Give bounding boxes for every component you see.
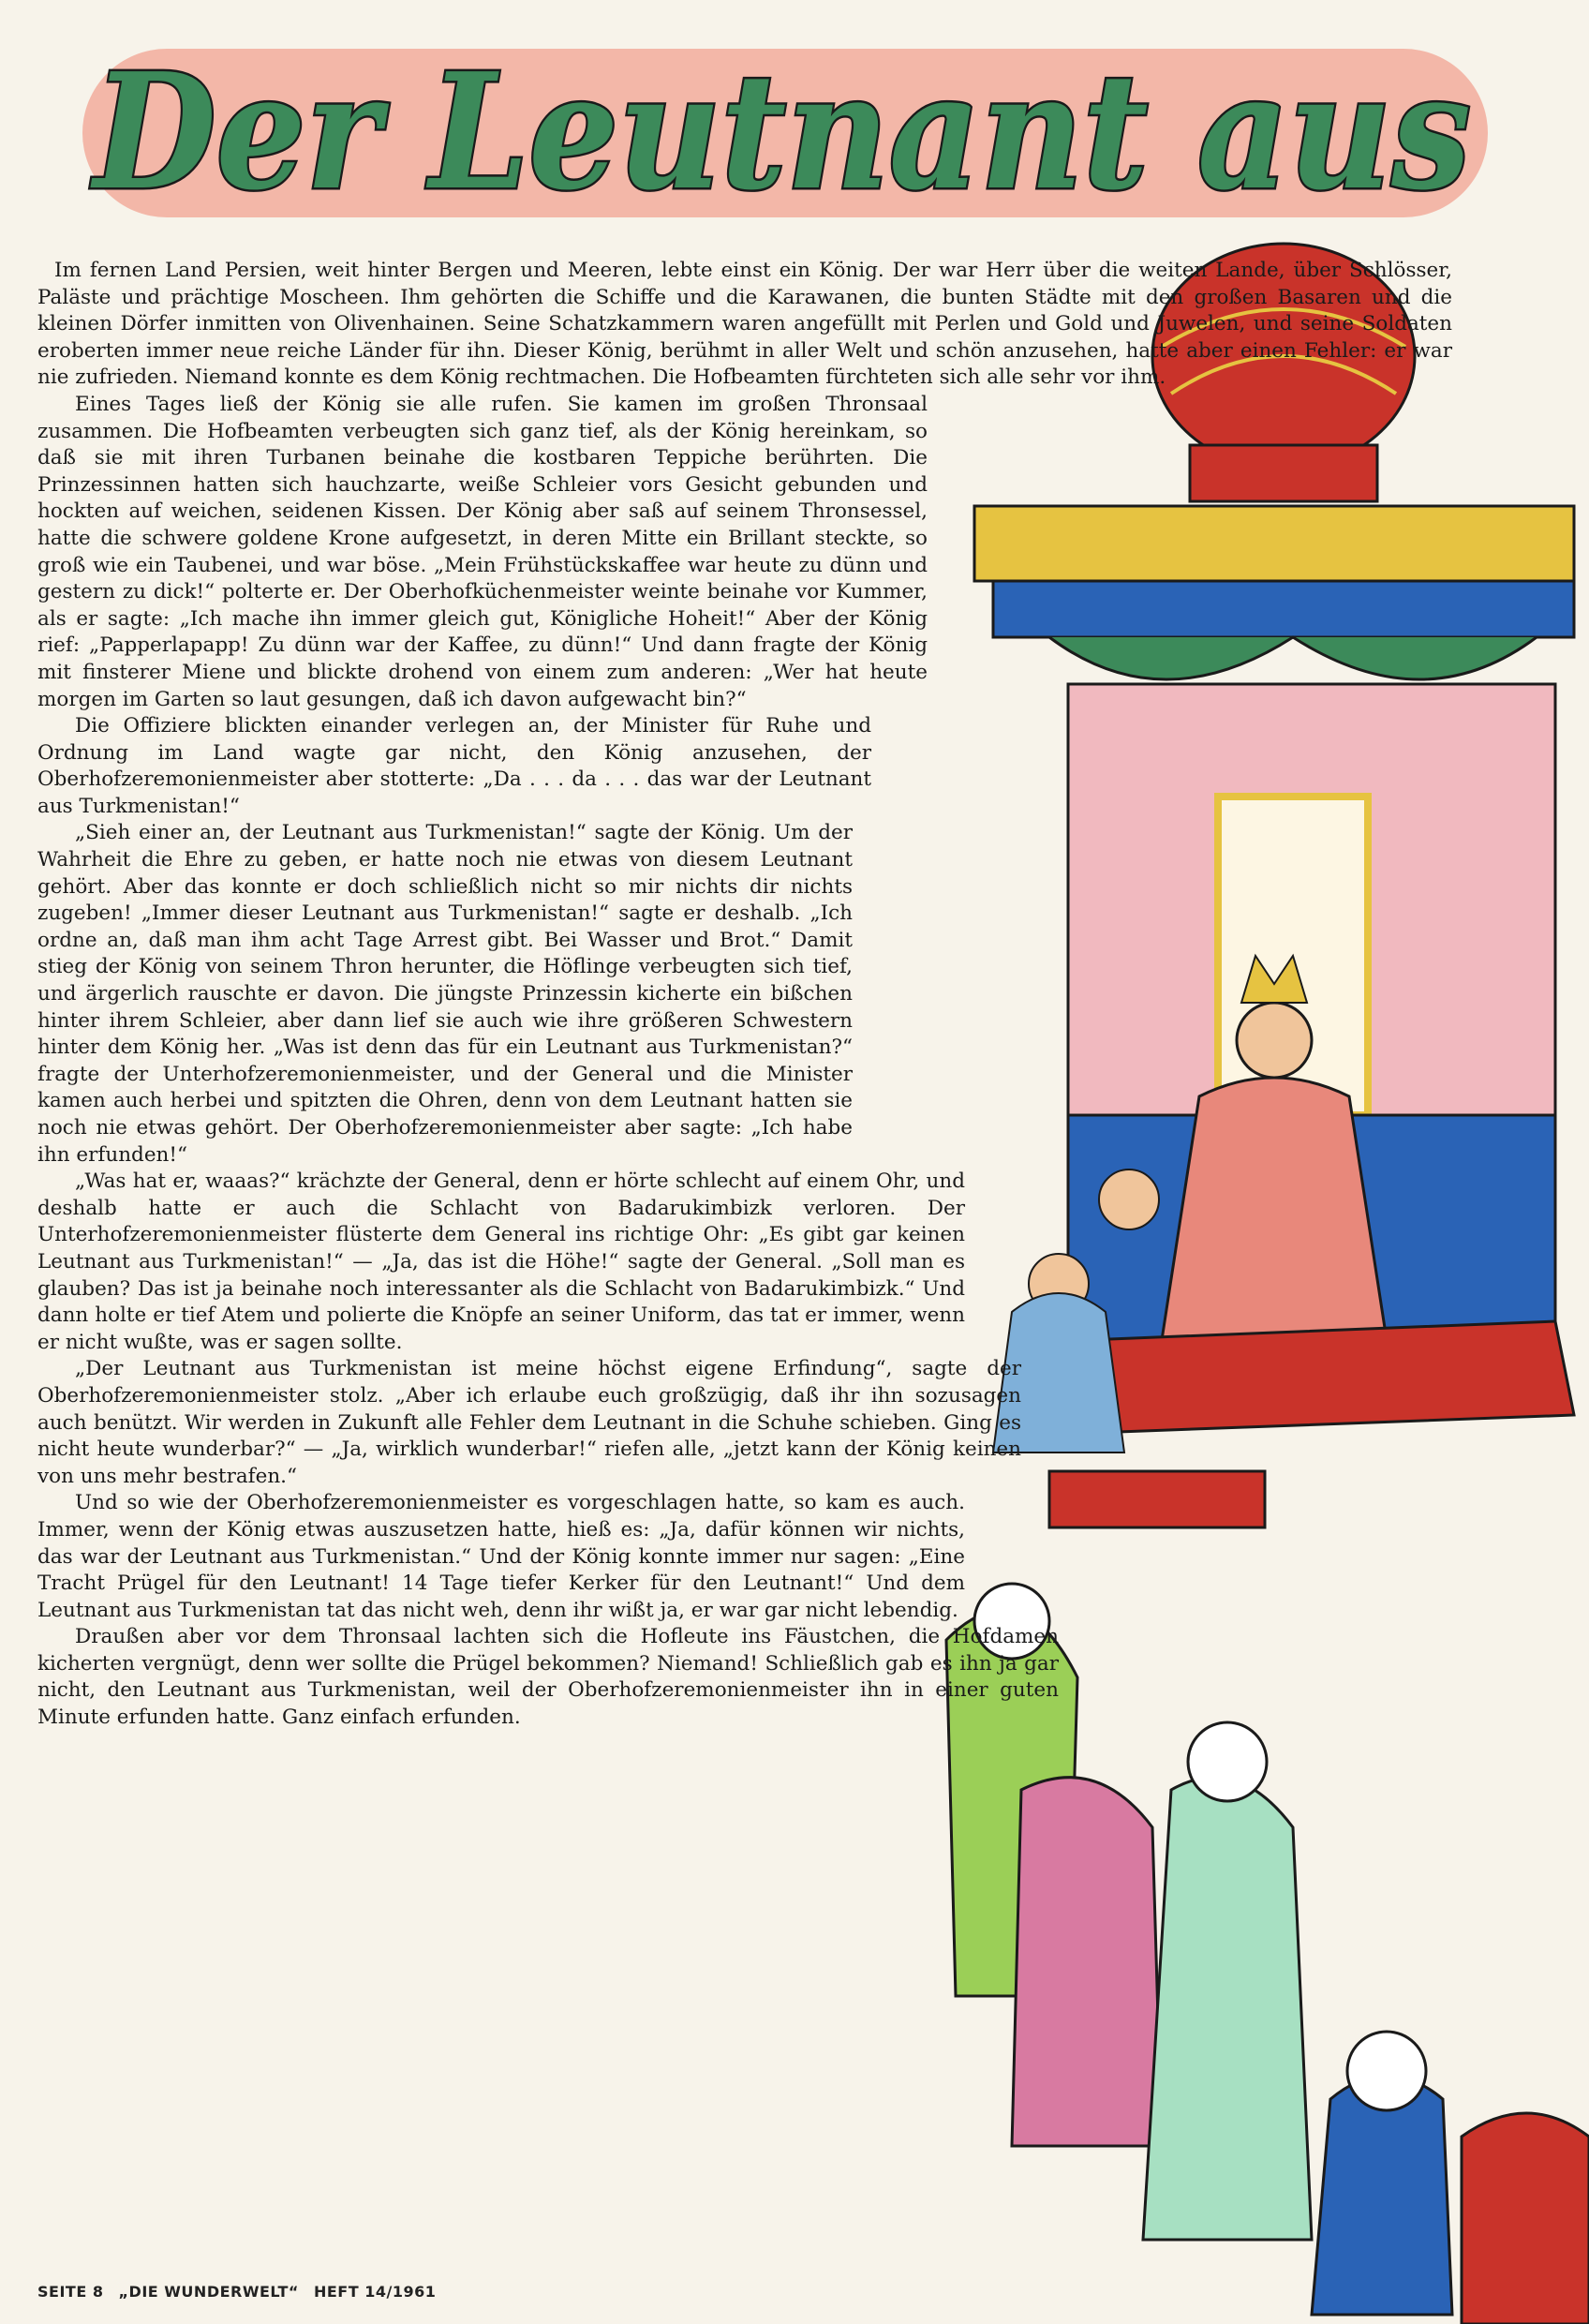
page-title: Der Leutnant aus <box>90 38 1472 226</box>
paragraph-6: „Der Leutnant aus Turkmenistan ist meine höchst eigene Erfindung“, sagte der Oberhofzeremonienmeister stolz. „Aber ich erlaube euch großzügig, daß ihr ihn sozusagen auch benützt. Wir werden in Zukunft alle Fehler dem Leutnant in die Schuhe schieben. Ging es nicht heute wunderbar?“ — „Ja, wirklich wunderbar!“ riefen alle, „jetzt kann der König keinen von uns mehr bestrafen.“ <box>37 1357 1021 1488</box>
paragraph-4: „Sieh einer an, der Leutnant aus Turkmenistan!“ sagte der König. Um der Wahrheit die Ehre zu geben, er hatte noch nie etwas von diesem Leutnant gehört. Aber das konnte er doch schließlich nicht so mir nichts dir nichts zugeben! „Immer dieser Leutnant aus Turkmenistan!“ sagte er deshalb. „Ich ordne an, daß man ihm acht Tage Arrest gibt. Bei Wasser und Brot.“ Damit stieg der König von seinem Thron herunter, die Höflinge verbeugten sich tief, und ärgerlich rauschte er davon. Die jüngste Prinzessin kicherte ein bißchen hinter ihrem Schleier, aber dann lief sie auch wie ihre größeren Schwestern hinter dem König her. „Was ist denn das für ein Leutnant aus Turkmenistan?“ fragte der Unterhofzeremonienmeister, und der General und die Minister kamen auch herbei und spitzten die Ohren, denn von dem Leutnant hatten sie noch nie etwas gehört. Der Oberhofzeremonienmeister aber sagte: „Ich habe ihn erfunden!“ <box>37 821 853 1167</box>
paragraph-2: Eines Tages ließ der König sie alle rufen. Sie kamen im großen Thronsaal zusammen. Die Hofbeamten verbeugten sich ganz tief, als der König hereinkam, so daß sie mit ihren Turbanen beinahe die kostbaren Teppiche berührten. Die Prinzessinnen hatten sich hauchzarte, weiße Schleier vors Gesicht gebunden und hockten auf weichen, seidenen Kissen. Der König aber saß auf seinem Thronsessel, hatte die schwere goldene Krone aufgesetzt, in deren Mitte ein Brillant steckte, so groß wie ein Taubenei, und war böse. „Mein Frühstückskaffee war heute zu dünn und gestern zu dick!“ polterte er. Der Oberhofküchenmeister weinte beinahe vor Kummer, als er sagte: „Ich mache ihn immer gleich gut, Königliche Hoheit!“ Aber der König rief: „Papperlapapp! Zu dünn war der Kaffee, zu dünn!“ Und dann fragte der König mit finsterer Miene und blickte drohend von einem zum anderen: „Wer hat heute morgen im Garten so laut gesungen, daß ich davon aufgewacht bin?“ <box>37 392 928 711</box>
footer-issue: HEFT 14/1961 <box>313 2283 437 2301</box>
paragraph-5: „Was hat er, waaas?“ krächzte der General, denn er hörte schlecht auf einem Ohr, und deshalb hatte er auch die Schlacht von Badarukimbizk verloren. Der Unterhofzeremonienmeister flüsterte dem General ins richtige Ohr: „Es gibt gar keinen Leutnant aus Turkmenistan!“ — „Ja, das ist die Höhe!“ sagte der General. „Soll man es glauben? Das ist ja beinahe noch interessanter als die Schlacht von Badarukimbizk.“ Und dann holte er tief Atem und polierte die Knöpfe an seiner Uniform, das tat er immer, wenn er nicht wußte, was er sagen sollte. <box>37 1169 965 1354</box>
paragraph-8: Draußen aber vor dem Thronsaal lachten sich die Hofleute ins Fäustchen, die Hofdamen kicherten vergnügt, denn wer sollte die Prügel bekommen? Niemand! Schließlich gab es ihn ja gar nicht, den Leutnant aus Turkmenistan, weil der Oberhofzeremonienmeister ihn in einer guten Minute erfunden hatte. Ganz einfach erfunden. <box>37 1625 1059 1730</box>
page-footer <box>37 2283 436 2301</box>
title-banner <box>75 37 1508 253</box>
story-text <box>37 258 1583 1732</box>
paragraph-7: Und so wie der Oberhofzeremonienmeister es vorgeschlagen hatte, so kam es auch. Immer, wenn der König etwas auszusetzen hatte, hieß es: „Ja, dafür können wir nichts, das war der Leutnant aus Turkmenistan.“ Und der König konnte immer nur sagen: „Eine Tracht Prügel für den Leutnant! 14 Tage tiefer Kerker für den Leutnant!“ Und dem Leutnant aus Turkmenistan tat das nicht weh, denn ihr wißt ja, er war gar nicht lebendig. <box>37 1491 965 1622</box>
footer-page-number: SEITE 8 <box>37 2283 104 2301</box>
footer-magazine: „DIE WUNDERWELT“ <box>118 2283 299 2301</box>
paragraph-1: Im fernen Land Persien, weit hinter Bergen und Meeren, lebte einst ein König. Der war Herr über die weiten Lande, über Schlösser, Paläste und prächtige Moscheen. Ihm gehörten die Schiffe und die Karawanen, die bunten Städte mit den großen Basaren und die kleinen Dörfer inmitten von Olivenhainen. Seine Schatzkammern waren angefüllt mit Perlen und Gold und Juwelen, und seine Soldaten eroberten immer neue reiche Länder für ihn. Dieser König, berühmt in aller Welt und schön anzusehen, hatte aber einen Fehler: er war nie zufrieden. Niemand konnte es dem König rechtmachen. Die Hofbeamten fürchteten sich alle sehr vor ihm. <box>37 259 1452 390</box>
paragraph-3: Die Offiziere blickten einander verlegen an, der Minister für Ruhe und Ordnung im Land wagte gar nicht, den König anzusehen, der Oberhofzeremonienmeister aber stotterte: „Da . . . da . . . das war der Leutnant aus Turkmenistan!“ <box>37 714 871 818</box>
